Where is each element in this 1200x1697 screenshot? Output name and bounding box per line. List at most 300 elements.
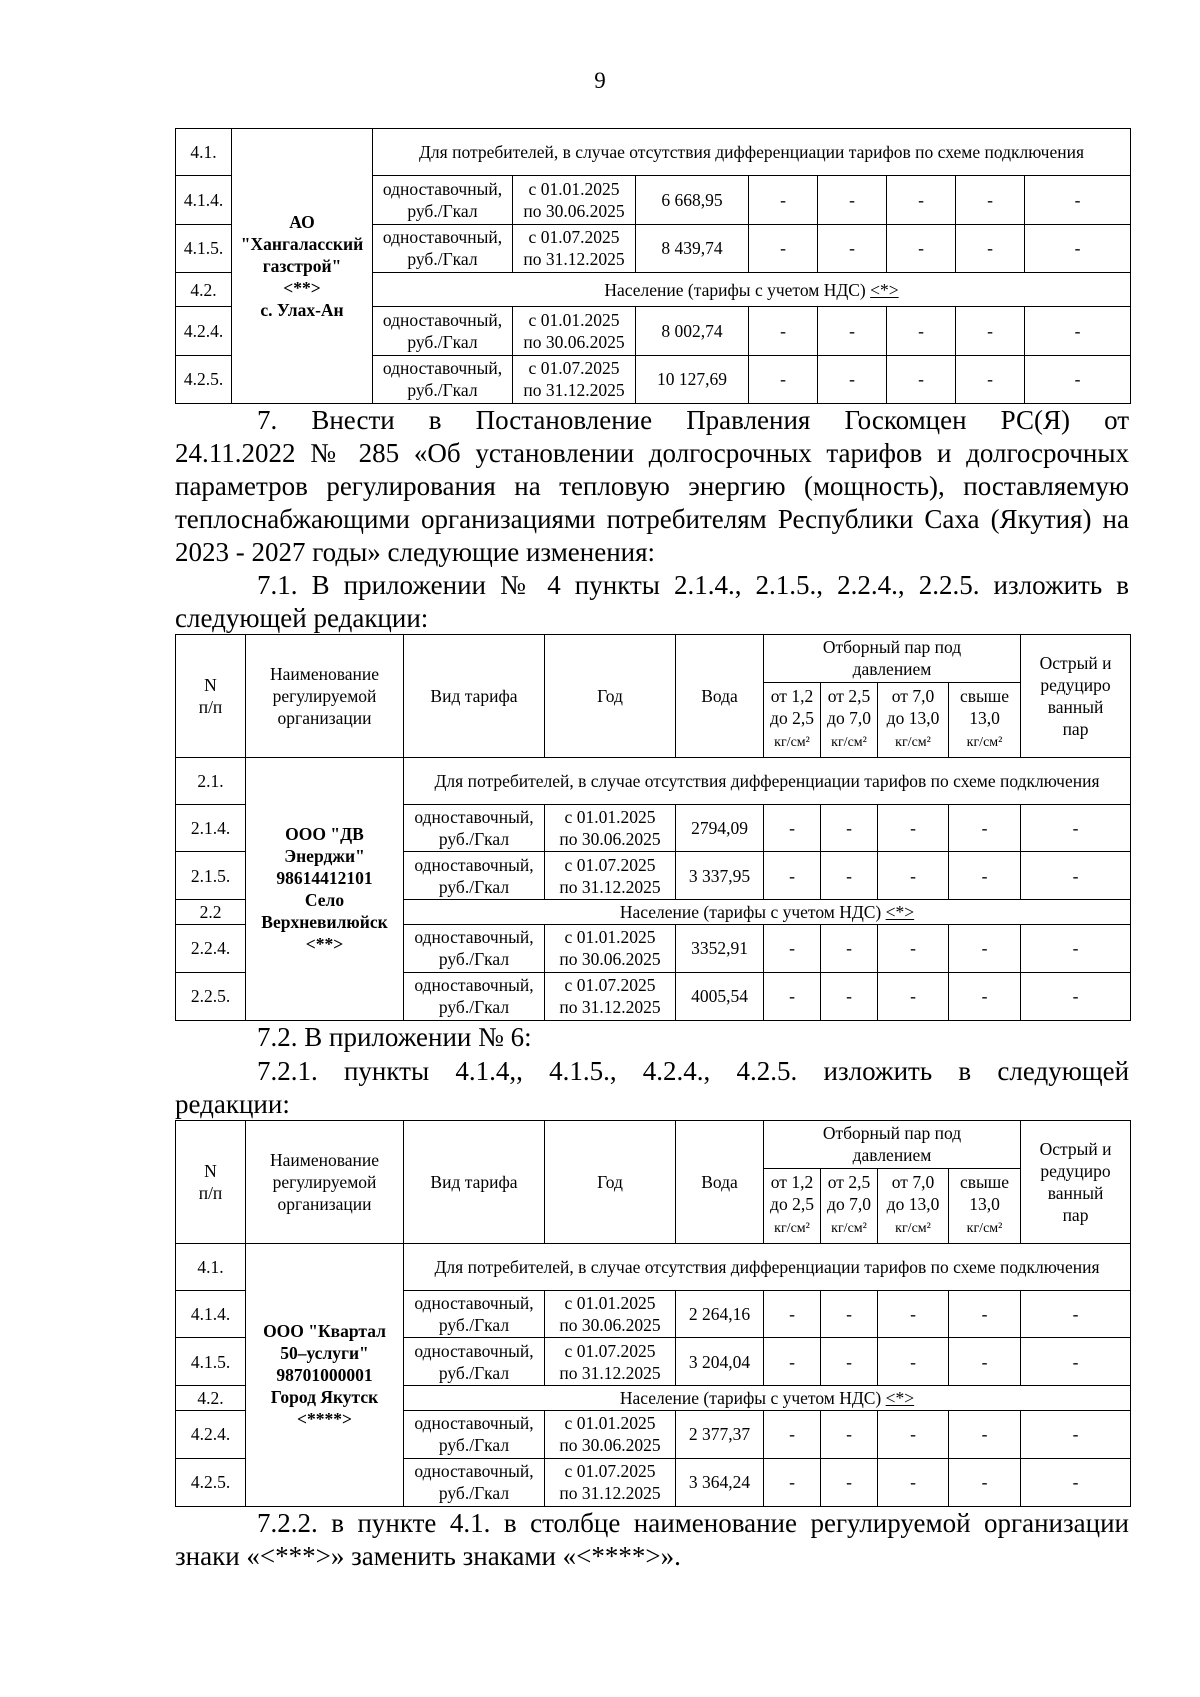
- word: 4.2.5.: [736, 1056, 798, 1086]
- header-pressure-p3: [878, 682, 949, 757]
- tariff-period: [513, 176, 636, 224]
- header-sharp-line: Острый и: [1039, 1138, 1112, 1159]
- header-pressure-line: от 7,0: [891, 1172, 935, 1193]
- empty-value: -: [1021, 924, 1131, 972]
- header-row-1: [176, 1121, 1131, 1169]
- tariff-period-line: по 31.12.2025: [559, 1483, 661, 1504]
- empty-value: -: [949, 972, 1021, 1020]
- header-pressure-line: от 2,5: [827, 1172, 871, 1193]
- tariff-period-line: по 30.06.2025: [559, 829, 661, 849]
- header-org-line: Наименование: [269, 663, 380, 684]
- word: Правления: [686, 405, 811, 435]
- footnote-mark: <*>: [870, 279, 899, 300]
- word: в: [428, 405, 442, 435]
- header-pressure-p2: [821, 1168, 878, 1243]
- header-org: [246, 635, 404, 758]
- tariff-period-line: с 01.07.2025: [564, 854, 656, 875]
- header-num-line: п/п: [198, 696, 223, 717]
- empty-value: -: [887, 224, 956, 272]
- header-pressure-line: кг/см²: [774, 735, 810, 751]
- tariff-type: [404, 852, 545, 900]
- empty-value: -: [949, 924, 1021, 972]
- header-org-line: организации: [277, 1193, 372, 1214]
- empty-value: -: [1021, 852, 1131, 900]
- header-pressure-line: кг/см²: [895, 1221, 931, 1237]
- header-pressure-line: от 7,0: [891, 686, 935, 707]
- empty-value: -: [821, 1410, 878, 1458]
- water-tariff: 8 002,74: [636, 307, 749, 355]
- header-pressure-line: до 7,0: [827, 1194, 871, 1215]
- empty-value: -: [1025, 224, 1131, 272]
- header-steam: [764, 1121, 1021, 1169]
- header-sharp-line: редуциро: [1040, 1160, 1111, 1181]
- tariff-type-line: одноставочный,: [382, 358, 503, 379]
- tariff-period: [513, 224, 636, 272]
- water-tariff: 3 364,24: [676, 1458, 764, 1506]
- word: от: [1104, 405, 1130, 435]
- group-text: Население (тарифы с учетом НДС): [619, 1388, 882, 1409]
- header-pressure-p4: [949, 682, 1021, 757]
- water-tariff: 3 204,04: [676, 1338, 764, 1386]
- row-number: 4.1.4.: [176, 1290, 246, 1338]
- header-num-line: N: [204, 1160, 217, 1181]
- tariff-period-line: с 01.01.2025: [528, 309, 620, 330]
- water-tariff: 3 337,95: [676, 852, 764, 900]
- tariff-period: [513, 307, 636, 355]
- word: 4.1.4,,: [455, 1056, 523, 1086]
- header-org-line: регулируемой: [272, 685, 377, 706]
- empty-value: -: [764, 1290, 821, 1338]
- header-sharp-line: пар: [1062, 718, 1089, 739]
- header-pressure-line: от 2,5: [827, 686, 871, 707]
- tariff-period: [545, 804, 676, 852]
- empty-value: -: [818, 176, 887, 224]
- word: в: [958, 1056, 972, 1086]
- empty-value: -: [1025, 307, 1131, 355]
- word: изложить: [823, 1056, 933, 1086]
- header-pressure-p3: [878, 1168, 949, 1243]
- group-title: [404, 757, 1131, 804]
- tariff-type-line: одноставочный,: [414, 1461, 534, 1482]
- tariff-period-line: по 31.12.2025: [559, 876, 661, 897]
- paragraph-7: [175, 404, 1129, 569]
- empty-value: -: [821, 924, 878, 972]
- organization-line: Город Якутск: [270, 1386, 379, 1407]
- empty-value: -: [749, 355, 818, 403]
- header-sharp: [1021, 1121, 1131, 1244]
- page-number: 9: [594, 68, 606, 93]
- empty-value: -: [878, 1458, 949, 1506]
- paragraph-7-2: 7.2. В приложении № 6:: [257, 1022, 532, 1052]
- organization-line: "Хангаласский: [240, 234, 364, 254]
- organization-line: газстрой": [262, 256, 342, 276]
- header-vid: Вид тарифа: [404, 635, 545, 758]
- header-pressure-p1: [764, 682, 821, 757]
- empty-value: -: [949, 852, 1021, 900]
- empty-value: -: [878, 1410, 949, 1458]
- tariff-period-line: по 31.12.2025: [559, 997, 661, 1018]
- empty-value: -: [818, 224, 887, 272]
- tariff-table-2: [175, 634, 1131, 1021]
- row-number: 2.2.4.: [176, 924, 246, 972]
- organization-line: Село: [304, 889, 345, 910]
- water-tariff: 6 668,95: [636, 176, 749, 224]
- organization-name: [232, 129, 373, 404]
- tariff-type-line: руб./Гкал: [407, 249, 478, 270]
- header-steam-line: Отборный пар под: [822, 1123, 962, 1144]
- tariff-type-line: руб./Гкал: [407, 200, 478, 221]
- row-number: 4.2.: [176, 1386, 246, 1411]
- header-steam: [764, 635, 1021, 683]
- tariff-period-line: по 30.06.2025: [523, 200, 625, 221]
- water-tariff: 2 264,16: [676, 1290, 764, 1338]
- organization-line: <****>: [297, 1408, 352, 1429]
- organization-line: 98701000001: [276, 1364, 373, 1385]
- tariff-period: [545, 1290, 676, 1338]
- para721-line1: [175, 1055, 1129, 1088]
- tariff-type: [404, 1338, 545, 1386]
- header-pressure-line: кг/см²: [831, 1221, 867, 1237]
- tariff-type: [373, 307, 513, 355]
- empty-value: -: [764, 1338, 821, 1386]
- empty-value: -: [764, 924, 821, 972]
- header-water: Вода: [676, 635, 764, 758]
- organization-name: [246, 1243, 404, 1506]
- tariff-period: [545, 1458, 676, 1506]
- tariff-type-line: одноставочный,: [414, 854, 534, 875]
- organization-line: Энерджи": [284, 845, 365, 866]
- header-year: Год: [545, 635, 676, 758]
- row-number: 2.1.5.: [176, 852, 246, 900]
- tariff-period-line: с 01.07.2025: [528, 227, 620, 248]
- tariff-period-line: по 31.12.2025: [523, 249, 625, 270]
- row-number: 4.1.5.: [176, 1338, 246, 1386]
- row-number: 4.2.5.: [176, 355, 232, 403]
- tariff-type-line: руб./Гкал: [407, 331, 478, 352]
- header-pressure-line: 13,0: [969, 708, 1000, 729]
- tariff-type-line: руб./Гкал: [407, 380, 478, 401]
- tariff-type: [404, 1410, 545, 1458]
- tariff-type-line: одноставочный,: [414, 927, 534, 948]
- empty-value: -: [878, 972, 949, 1020]
- empty-value: -: [949, 1338, 1021, 1386]
- empty-value: -: [1025, 176, 1131, 224]
- table-row: [176, 129, 1131, 176]
- empty-value: -: [1025, 355, 1131, 403]
- organization-line: <**>: [305, 933, 344, 954]
- header-num: [176, 635, 246, 758]
- tariff-period: [545, 1338, 676, 1386]
- tariff-period-line: по 30.06.2025: [559, 1435, 661, 1456]
- water-tariff: 10 127,69: [636, 355, 749, 403]
- empty-value: -: [956, 176, 1025, 224]
- group-text: Для потребителей, в случае отсутствия дифференциации тарифов по схеме подключения: [434, 770, 1100, 791]
- organization-line: Верхневилюйск: [261, 911, 388, 932]
- header-sharp: [1021, 635, 1131, 758]
- water-tariff: 2 377,37: [676, 1410, 764, 1458]
- empty-value: -: [821, 852, 878, 900]
- table-row: [176, 1243, 1131, 1290]
- header-pressure-line: до 2,5: [770, 1194, 814, 1215]
- empty-value: -: [949, 1410, 1021, 1458]
- row-number: 4.2.5.: [176, 1458, 246, 1506]
- tariff-type-line: руб./Гкал: [438, 997, 510, 1018]
- tariff-type-line: одноставочный,: [414, 1413, 534, 1434]
- header-year: Год: [545, 1121, 676, 1244]
- word: пункты: [343, 1056, 430, 1086]
- header-pressure-line: 13,0: [969, 1194, 1000, 1215]
- header-pressure-line: от 1,2: [770, 686, 814, 707]
- empty-value: -: [764, 1458, 821, 1506]
- organization-line: ООО "Квартал: [263, 1320, 386, 1341]
- header-pressure-line: кг/см²: [774, 1221, 810, 1237]
- tariff-type-line: одноставочный,: [382, 178, 503, 199]
- tariff-type: [404, 1458, 545, 1506]
- header-pressure-line: до 13,0: [886, 1194, 940, 1215]
- tariff-period-line: по 30.06.2025: [559, 1315, 661, 1335]
- row-number: 4.1.5.: [176, 224, 232, 272]
- row-number: 2.2: [176, 900, 246, 925]
- empty-value: -: [764, 852, 821, 900]
- water-tariff: 4005,54: [676, 972, 764, 1020]
- header-pressure-line: от 1,2: [770, 1172, 814, 1193]
- header-sharp-line: ванный: [1047, 696, 1104, 717]
- word: 7.: [257, 405, 278, 435]
- tariff-type: [404, 972, 545, 1020]
- organization-line: <**>: [283, 278, 321, 298]
- organization-line: 50–услуги": [280, 1342, 369, 1363]
- header-sharp-line: пар: [1062, 1204, 1089, 1225]
- tariff-period: [545, 1410, 676, 1458]
- tariff-type-line: одноставочный,: [414, 975, 534, 996]
- header-pressure-line: кг/см²: [966, 735, 1003, 751]
- empty-value: -: [878, 852, 949, 900]
- empty-value: -: [949, 804, 1021, 852]
- empty-value: -: [1021, 1458, 1131, 1506]
- tariff-period-line: по 31.12.2025: [523, 380, 625, 401]
- tariff-period-line: по 30.06.2025: [559, 949, 661, 970]
- header-sharp-line: ванный: [1047, 1182, 1104, 1203]
- header-num: [176, 1121, 246, 1244]
- header-pressure-line: свыше: [959, 1172, 1010, 1193]
- row-number: 4.2.: [176, 272, 232, 306]
- header-org-line: Наименование: [269, 1149, 380, 1170]
- header-sharp-line: редуциро: [1040, 674, 1111, 695]
- group-title: [404, 1243, 1131, 1290]
- header-pressure-line: до 2,5: [770, 708, 814, 729]
- header-sharp-line: Острый и: [1039, 652, 1112, 673]
- tariff-period-line: с 01.07.2025: [564, 1461, 656, 1482]
- tariff-table-1: [175, 128, 1131, 404]
- group-text: Для потребителей, в случае отсутствия дифференциации тарифов по схеме подключения: [434, 1256, 1100, 1277]
- tariff-period-line: с 01.07.2025: [564, 1340, 656, 1361]
- row-number: 2.1.: [176, 757, 246, 804]
- tariff-period-line: с 01.01.2025: [564, 807, 656, 827]
- header-pressure-line: кг/см²: [895, 735, 931, 751]
- empty-value: -: [1021, 972, 1131, 1020]
- tariff-type-line: руб./Гкал: [438, 829, 510, 849]
- empty-value: -: [764, 972, 821, 1020]
- header-org-line: регулируемой: [272, 1171, 377, 1192]
- empty-value: -: [818, 355, 887, 403]
- empty-value: -: [821, 1338, 878, 1386]
- empty-value: -: [949, 1290, 1021, 1338]
- tariff-type-line: руб./Гкал: [438, 949, 510, 970]
- row-number: 4.2.4.: [176, 307, 232, 355]
- tariff-period: [513, 355, 636, 403]
- tariff-type-line: руб./Гкал: [438, 1435, 510, 1456]
- empty-value: -: [878, 1338, 949, 1386]
- group-title: [404, 900, 1131, 925]
- empty-value: -: [887, 355, 956, 403]
- para7-rest: 24.11.2022 № 285 «Об установлении долгосрочных тарифов и долгосрочных параметров регулирования на тепловую энергию (мощность), поставляемую теплоснабжающими организациями потребителям Республики Саха (Якутия) на 2023 - 2027 годы» следующие изменения:: [175, 438, 1129, 567]
- tariff-type-line: руб./Гкал: [438, 1483, 510, 1504]
- empty-value: -: [749, 224, 818, 272]
- tariff-period-line: с 01.01.2025: [564, 1293, 656, 1313]
- tariff-period: [545, 972, 676, 1020]
- organization-name: [246, 757, 404, 1020]
- group-title: [404, 1386, 1131, 1411]
- word: следующей: [997, 1056, 1130, 1086]
- row-number: 4.2.4.: [176, 1410, 246, 1458]
- empty-value: -: [878, 924, 949, 972]
- footnote-mark: <*>: [885, 1388, 915, 1409]
- tariff-period: [545, 924, 676, 972]
- tariff-type-line: руб./Гкал: [438, 1315, 510, 1335]
- empty-value: -: [821, 1290, 878, 1338]
- empty-value: -: [821, 804, 878, 852]
- header-pressure-p2: [821, 682, 878, 757]
- paragraph-7-2-1: [175, 1055, 1129, 1121]
- group-title: [373, 129, 1131, 176]
- empty-value: -: [1021, 804, 1131, 852]
- word: 4.1.5.,: [549, 1056, 617, 1086]
- empty-value: -: [821, 972, 878, 1020]
- tariff-period-line: с 01.01.2025: [564, 927, 656, 948]
- empty-value: -: [956, 224, 1025, 272]
- empty-value: -: [1021, 1290, 1131, 1338]
- group-text: Население (тарифы с учетом НДС): [619, 902, 882, 923]
- empty-value: -: [956, 307, 1025, 355]
- header-steam-line: Отборный пар под: [822, 637, 962, 658]
- word: Госкомцен: [844, 405, 967, 435]
- group-text: Население (тарифы с учетом НДС): [604, 279, 866, 300]
- header-org-line: организации: [277, 707, 372, 728]
- empty-value: -: [878, 1290, 949, 1338]
- tariff-period-line: с 01.01.2025: [528, 178, 620, 199]
- word: Внести: [311, 405, 395, 435]
- tariff-type-line: одноставочный,: [382, 227, 503, 248]
- paragraph-7-2-2: 7.2.2. в пункте 4.1. в столбце наименование регулируемой организации знаки «<***>» заменить знаками «<****>».: [175, 1508, 1129, 1571]
- header-pressure-line: свыше: [959, 686, 1010, 707]
- empty-value: -: [1021, 1410, 1131, 1458]
- organization-line: АО: [289, 212, 315, 232]
- header-steam-line: давлением: [852, 659, 932, 680]
- organization-line: 98614412101: [276, 867, 373, 888]
- empty-value: -: [1021, 1338, 1131, 1386]
- tariff-period-line: с 01.01.2025: [564, 1413, 656, 1434]
- header-pressure-p4: [949, 1168, 1021, 1243]
- tariff-type-line: руб./Гкал: [438, 876, 510, 897]
- water-tariff: 3352,91: [676, 924, 764, 972]
- header-pressure-line: до 13,0: [886, 708, 940, 729]
- row-number: 4.1.4.: [176, 176, 232, 224]
- row-number: 4.1.: [176, 1243, 246, 1290]
- empty-value: -: [887, 307, 956, 355]
- para721-line2: редакции:: [175, 1089, 290, 1119]
- header-row-1: [176, 635, 1131, 683]
- tariff-type: [404, 924, 545, 972]
- group-title: [373, 272, 1131, 306]
- word: Постановление: [475, 405, 653, 435]
- group-text: Для потребителей, в случае отсутствия дифференциации тарифов по схеме подключения: [419, 142, 1085, 163]
- tariff-type: [373, 224, 513, 272]
- header-num-line: N: [204, 674, 217, 695]
- empty-value: -: [949, 1458, 1021, 1506]
- header-pressure-line: до 7,0: [827, 708, 871, 729]
- tariff-table-3: [175, 1120, 1131, 1507]
- empty-value: -: [749, 176, 818, 224]
- water-tariff: 2794,09: [676, 804, 764, 852]
- empty-value: -: [818, 307, 887, 355]
- header-pressure-p1: [764, 1168, 821, 1243]
- footnote-mark: <*>: [885, 902, 915, 923]
- header-steam-line: давлением: [852, 1145, 932, 1166]
- paragraph-7-1: [175, 569, 1129, 635]
- tariff-type-line: руб./Гкал: [438, 1362, 510, 1383]
- tariff-type-line: одноставочный,: [382, 309, 503, 330]
- tariff-period-line: по 30.06.2025: [523, 331, 625, 352]
- organization-line: с. Улах-Ан: [260, 300, 344, 320]
- word: РС(Я): [1000, 405, 1070, 435]
- para7-first-line: [257, 405, 1129, 435]
- row-number: 2.1.4.: [176, 804, 246, 852]
- tariff-type-line: одноставочный,: [414, 807, 534, 827]
- water-tariff: 8 439,74: [636, 224, 749, 272]
- table-row: [176, 757, 1131, 804]
- tariff-period-line: по 31.12.2025: [559, 1362, 661, 1383]
- para71-line2: следующей редакции:: [175, 603, 429, 633]
- tariff-period-line: с 01.07.2025: [528, 358, 620, 379]
- header-pressure-line: кг/см²: [831, 735, 867, 751]
- empty-value: -: [878, 804, 949, 852]
- tariff-type-line: одноставочный,: [414, 1340, 534, 1361]
- header-vid: Вид тарифа: [404, 1121, 545, 1244]
- row-number: 4.1.: [176, 129, 232, 176]
- tariff-type: [404, 1290, 545, 1338]
- empty-value: -: [887, 176, 956, 224]
- word: 4.2.4.,: [642, 1056, 711, 1086]
- empty-value: -: [764, 804, 821, 852]
- para71-line1: 7.1. В приложении № 4 пункты 2.1.4., 2.1.5., 2.2.4., 2.2.5. изложить в: [257, 570, 1129, 600]
- header-pressure-line: кг/см²: [966, 1221, 1003, 1237]
- tariff-type: [373, 355, 513, 403]
- organization-line: ООО "ДВ: [285, 823, 364, 844]
- empty-value: -: [956, 355, 1025, 403]
- header-org: [246, 1121, 404, 1244]
- empty-value: -: [764, 1410, 821, 1458]
- tariff-type: [404, 804, 545, 852]
- tariff-period-line: с 01.07.2025: [564, 975, 656, 996]
- word: 7.2.1.: [257, 1056, 318, 1086]
- tariff-type-line: одноставочный,: [414, 1293, 534, 1313]
- row-number: 2.2.5.: [176, 972, 246, 1020]
- empty-value: -: [749, 307, 818, 355]
- tariff-period: [545, 852, 676, 900]
- header-water: Вода: [676, 1121, 764, 1244]
- header-num-line: п/п: [198, 1182, 223, 1203]
- tariff-type: [373, 176, 513, 224]
